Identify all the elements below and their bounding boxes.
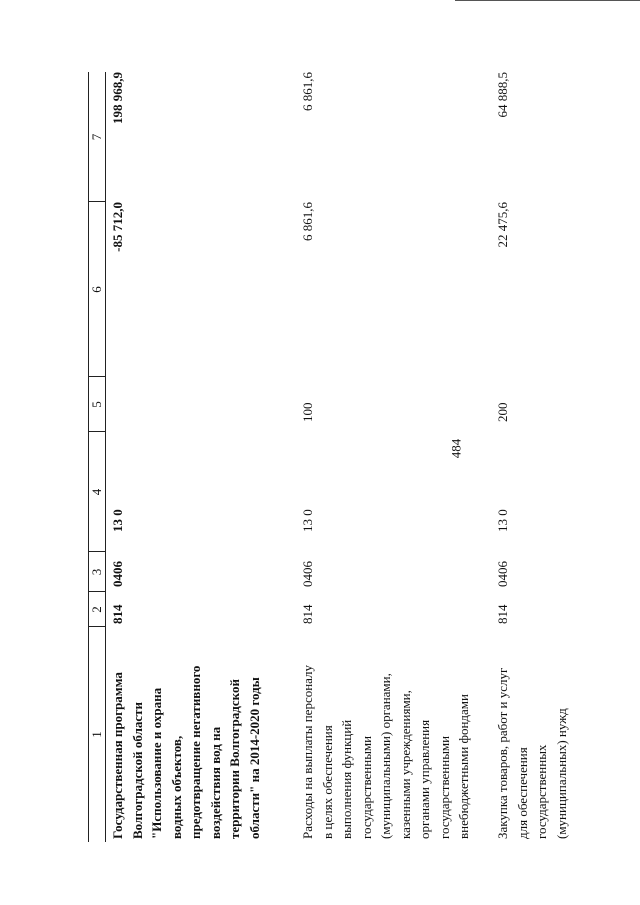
row-personnel-name bbox=[298, 665, 474, 839]
row-procurement-total: 64 888,5 bbox=[495, 72, 510, 118]
header-col-7: 7 bbox=[89, 133, 104, 141]
name-line: Закупка товаров, работ и услуг bbox=[495, 667, 510, 839]
row-program-total: 198 968,9 bbox=[110, 72, 125, 124]
row-procurement-ministry: 814 bbox=[495, 604, 510, 624]
name-line: органами управления bbox=[417, 719, 432, 839]
row-personnel-section: 0406 bbox=[300, 561, 315, 587]
name-line: государственными bbox=[358, 735, 374, 839]
name-line: предотвращение негативного bbox=[188, 665, 203, 839]
row-personnel-kind: 100 bbox=[300, 402, 315, 422]
header-col-3: 3 bbox=[89, 568, 104, 576]
header-col-1: 1 bbox=[89, 731, 104, 738]
name-line: Волгоградской области bbox=[129, 701, 145, 839]
name-line: выполнения функций bbox=[339, 719, 354, 839]
row-personnel-target: 13 0 bbox=[300, 509, 315, 532]
name-line: государственных bbox=[534, 744, 549, 839]
row-program-target: 13 0 bbox=[110, 509, 125, 532]
name-line: области" на 2014-2020 годы bbox=[246, 677, 262, 839]
row-procurement-kind: 200 bbox=[495, 402, 510, 422]
budget-table bbox=[88, 72, 640, 842]
name-line: Расходы на выплаты персоналу bbox=[300, 664, 315, 839]
row-procurement-name bbox=[493, 668, 571, 839]
row-procurement-target: 13 0 bbox=[495, 509, 510, 532]
row-personnel-change: 6 861,6 bbox=[300, 202, 315, 241]
scan-edge-line bbox=[455, 0, 640, 1]
name-line: в целях обеспечения bbox=[319, 725, 335, 839]
name-line: "Использование и охрана bbox=[149, 687, 164, 839]
name-line: (муниципальными) органами, bbox=[378, 673, 393, 839]
header-bottom-rule bbox=[105, 72, 106, 842]
row-procurement-change: 22 475,6 bbox=[495, 202, 510, 248]
row-program-name bbox=[108, 666, 264, 839]
name-line: государственными bbox=[436, 735, 452, 839]
page-number: 484 bbox=[448, 438, 464, 459]
name-line: внебюджетными фондами bbox=[456, 694, 471, 839]
name-line: воздействия вод на bbox=[207, 726, 223, 839]
name-line: территории Волгоградской bbox=[227, 679, 242, 839]
name-line: (муниципальных) нужд bbox=[553, 708, 569, 839]
name-line: Государственная программа bbox=[110, 672, 125, 839]
row-personnel-total: 6 861,6 bbox=[300, 72, 315, 111]
name-line: водных объектов, bbox=[168, 735, 184, 839]
row-procurement-section: 0406 bbox=[495, 561, 510, 587]
header-col-2: 2 bbox=[89, 606, 104, 613]
row-program-change: -85 712,0 bbox=[110, 202, 125, 252]
row-personnel-ministry: 814 bbox=[300, 604, 315, 624]
header-col-4: 4 bbox=[89, 488, 104, 496]
header-col-6: 6 bbox=[89, 286, 104, 293]
name-line: казенными учреждениями, bbox=[397, 690, 413, 839]
row-program-ministry: 814 bbox=[110, 604, 125, 624]
name-line: для обеспечения bbox=[514, 747, 530, 839]
row-program-section: 0406 bbox=[110, 561, 125, 587]
header-col-5: 5 bbox=[89, 401, 104, 408]
